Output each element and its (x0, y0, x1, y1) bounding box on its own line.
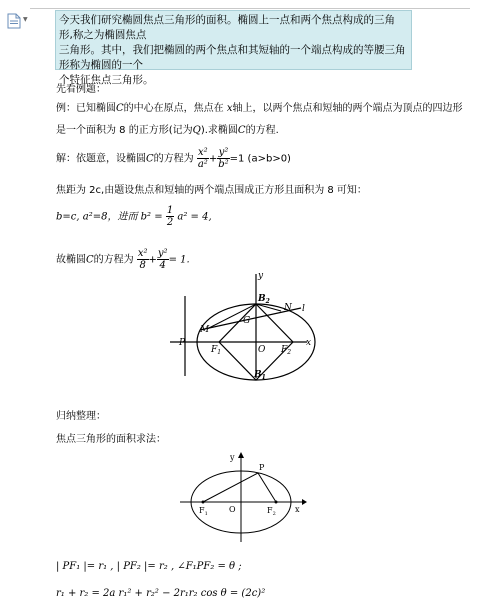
fig1-l-label: l (302, 304, 305, 314)
fig2-f2-label: $F_2$ (267, 506, 276, 517)
intro-line-3: 个特征焦点三角形。 (59, 74, 154, 86)
document-icon[interactable] (7, 13, 21, 29)
ellipse-square-figure (165, 268, 325, 383)
example-question-line-1: 例：已知椭圆C的中心在原点，焦点在 x轴上，以两个焦点和短轴的两个端点为顶点的四边形 (56, 103, 463, 114)
fig2-x-label: x (295, 505, 300, 514)
summary-heading: 归纳整理： (56, 411, 106, 422)
fig2-y-label: y (230, 453, 235, 462)
fig2-o-label: O (229, 505, 236, 514)
dropdown-arrow-icon[interactable]: ▼ (23, 16, 28, 23)
fig1-o-label: O (258, 345, 266, 355)
intro-line-1: 今天我们研究椭圆焦点三角形的面积。椭圆上一点和两个焦点构成的三角形,称之为椭圆焦点 (59, 14, 395, 41)
fig1-n-label: N (284, 303, 292, 313)
focal-triangle-figure (178, 450, 308, 545)
fig2-p-label: P (259, 463, 265, 472)
fig1-p-label: P (179, 338, 186, 348)
fig1-x-label: x (306, 338, 312, 348)
formula-line-1: | PF₁ |= r₁ , | PF₂ |= r₂ , ∠F₁PF₂ = θ ; (56, 561, 242, 572)
fig1-b1-label: $B_1$ (254, 370, 266, 381)
fig2-f1-label: $F_1$ (199, 506, 208, 517)
focal-line: 焦距为 2c,由题设焦点和短轴的两个端点围成正方形且面积为 8 可知： (56, 185, 367, 196)
fig1-f2-label: $F_2$ (281, 345, 292, 356)
bc-line: b=c, a²=8，进而 b² = $\frac{1}{2}$ a² = 4, (56, 205, 212, 228)
fig1-f1-label: $F_1$ (211, 345, 222, 356)
y-arrow-icon (238, 452, 244, 458)
fig1-y-label: y (258, 271, 264, 281)
example-question-line-2: 是一个面积为 8 的正方形(记为Q).求椭圆C的方程. (56, 125, 279, 136)
pf2-segment (258, 473, 276, 502)
summary-subheading: 焦点三角形的面积求法： (56, 434, 166, 445)
example-heading: 先看例题： (56, 84, 106, 95)
page-top-divider (30, 8, 470, 9)
fig1-b2-label: $B_2$ (258, 294, 270, 305)
intro-highlight-box (55, 10, 412, 86)
x-arrow-icon (302, 499, 307, 505)
formula-line-2: r₁ + r₂ = 2a r₁² + r₂² − 2r₁r₂ cos θ = (2c)² (56, 588, 266, 599)
fig1-m-label: M (200, 325, 210, 335)
result-line: 故椭圆C的方程为 $\frac{\text{x²}}{8}$ + $\frac{\text{y²}}{4}$ = 1. (56, 248, 190, 271)
intro-line-2: 三角形。其中，我们把椭圆的两个焦点和其短轴的一个端点构成的等腰三角形称为椭圆的一个 (59, 44, 406, 71)
fig1-g-label: G (243, 316, 251, 326)
solution-line: 解：依题意，设椭圆C的方程为 $\frac{\text{x²}}{\text{a²}}$ + $\frac{\text{y²}}{\text{b²}}$ =1 (a>b>0) (56, 147, 291, 170)
